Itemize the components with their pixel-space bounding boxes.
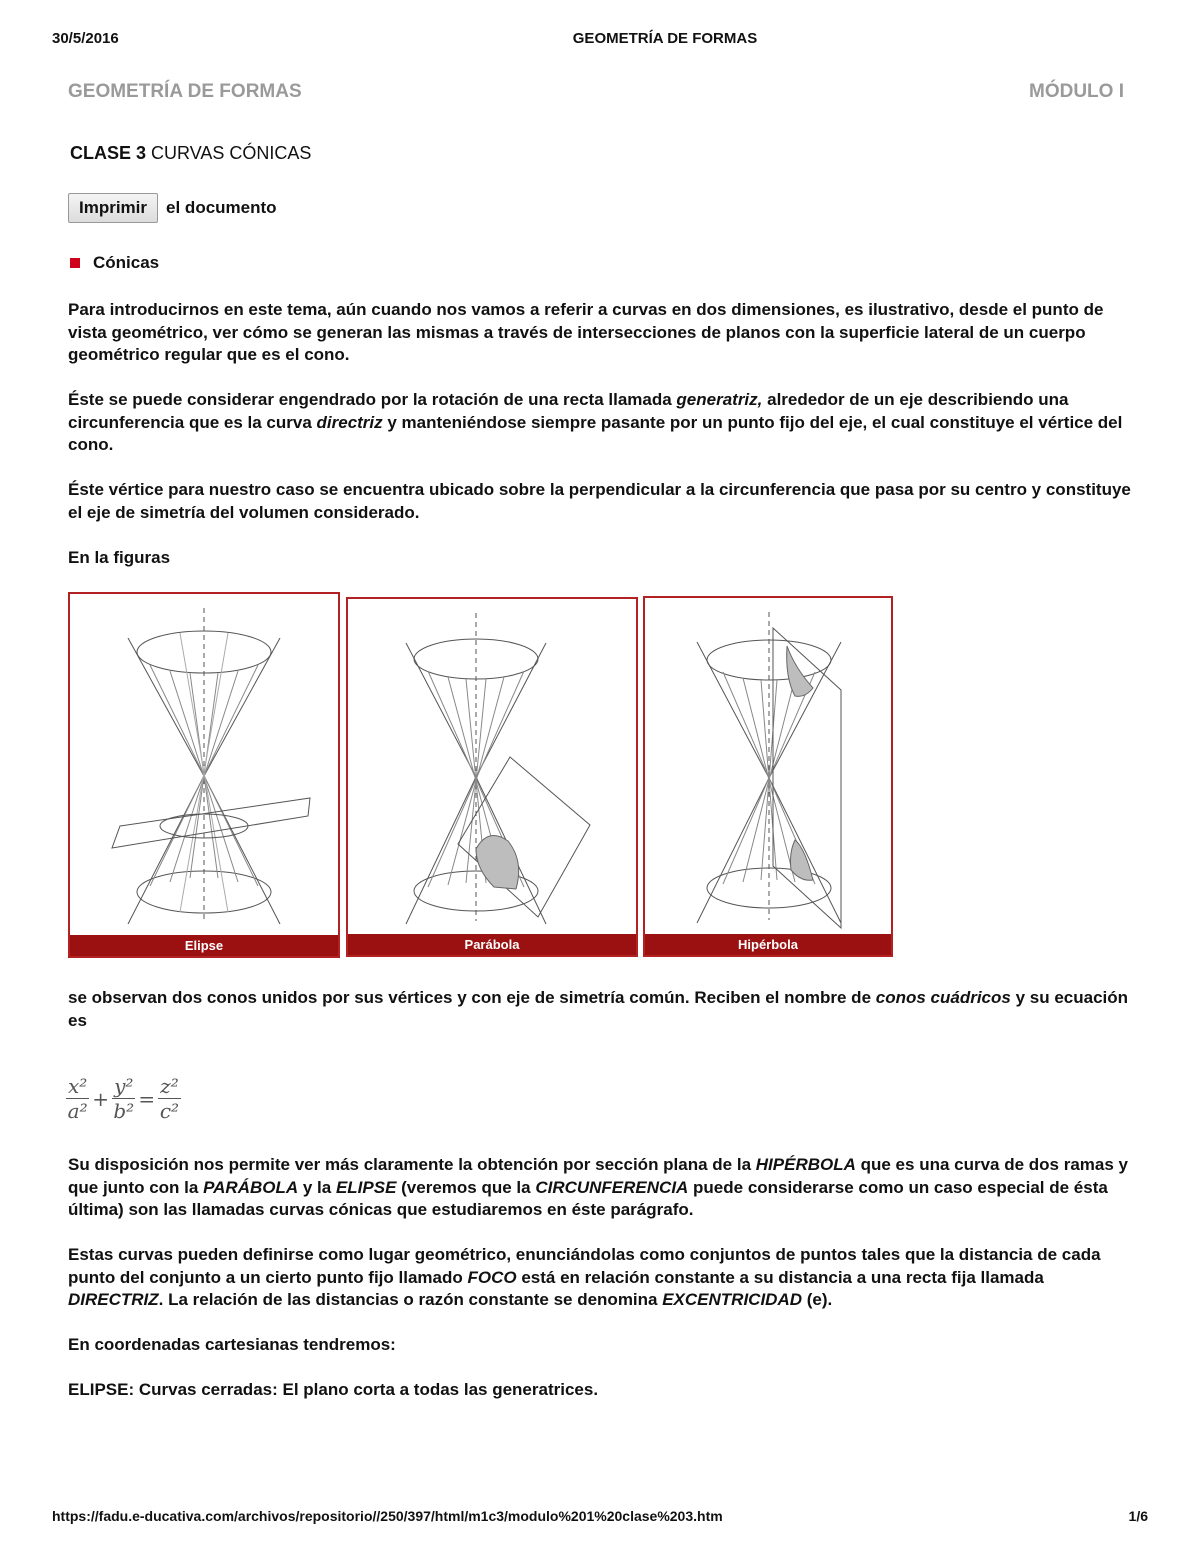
denominator: a² [67,1099,88,1123]
paragraph-intro: Para introducirnos en este tema, aún cuando nos vamos a referir a curvas en dos dimensiones, es ilustrativo, desde el punto de vista geométrico, ver cómo se generan las mismas a través de intersecciones de planos con la superficie lateral de un cuerpo geométrico regular que es el cono. [68,300,1104,364]
footer-page-number: 1/6 [1128,1508,1148,1524]
fraction-y [112,1074,135,1123]
text-span: Su disposición nos permite ver más claramente la obtención por sección plana de la [68,1155,756,1174]
fraction-z [158,1074,181,1123]
text-span: que es una curva de dos ramas y que junto con la [68,1155,1129,1197]
term-circunferencia: CIRCUNFERENCIA [535,1177,689,1197]
text-span: y su ecuación es [68,988,1129,1030]
text-span: se observan dos conos unidos por sus vértices y con eje de simetría común. Reciben el nombre de [68,988,876,1007]
term-foco: FOCO [467,1267,517,1287]
numerator: y² [114,1074,134,1098]
square-bullet-icon [70,258,80,268]
equals-sign: = [138,1086,156,1111]
print-title: GEOMETRÍA DE FORMAS [572,30,758,47]
print-row [68,193,277,223]
fraction-x [66,1074,89,1123]
paragraph-ellipse-def: ELIPSE: Curvas cerradas: El plano corta a todas las generatrices. [68,1380,599,1399]
page-header-title: GEOMETRÍA DE FORMAS [68,81,302,102]
text-span: Éste se puede considerar engendrado por la rotación de una recta llamada [68,390,677,409]
figure-caption: Hipérbola [645,934,891,955]
term-elipse: ELIPSE [335,1177,397,1197]
paragraph-locus [68,1244,1133,1312]
print-date: 30/5/2016 [52,30,119,47]
figure-hyperbola [643,596,893,957]
term-hiperbola: HIPÉRBOLA [755,1155,856,1174]
quadric-equation [66,1074,181,1123]
class-title-text: CURVAS CÓNICAS [146,143,312,163]
numerator: z² [160,1074,179,1098]
paragraph-hyperbola [68,1154,1133,1222]
cone-hyperbola-diagram [645,598,891,934]
text-span: . La relación de las distancias o razón constante se denomina [158,1290,663,1309]
paragraph-quadric-cones [68,987,1133,1032]
cone-ellipse-diagram [70,594,338,934]
term-directriz: DIRECTRIZ [68,1290,159,1309]
text-span: puede considerarse como un caso especial de ésta última) son las llamadas curvas cónicas que estudiaremos en éste parágrafo. [68,1177,1108,1219]
term-excentricidad: EXCENTRICIDAD [662,1290,803,1309]
term-directriz: directriz [316,412,383,432]
figure-parabola [346,597,638,957]
paragraph-cartesian: En coordenadas cartesianas tendremos: [68,1335,396,1354]
paragraph-vertex: Éste vértice para nuestro caso se encuentra ubicado sobre la perpendicular a la circunferencia que pasa por su centro y constituye el eje de simetría del volumen considerado. [68,480,1131,522]
figure-caption: Elipse [70,935,338,956]
numerator: x² [68,1074,88,1098]
footer-url[interactable]: https://fadu.e-ducativa.com/archivos/repositorio//250/397/html/m1c3/modulo%201%20clase%203.htm [52,1508,723,1524]
figure-caption: Parábola [348,934,636,955]
plus-sign: + [92,1086,110,1111]
text-span: alrededor de un eje describiendo una circunferencia que es la curva [68,390,1069,432]
page-header-module: MÓDULO I [1029,81,1124,102]
denominator: c² [159,1099,180,1123]
text-span: (veremos que la [396,1177,536,1197]
figure-ellipse [68,592,340,958]
class-title-number: CLASE 3 [70,143,147,163]
print-button[interactable]: Imprimir [68,193,158,223]
class-title [70,143,311,164]
paragraph-generatrix [68,389,1133,457]
cone-parabola-diagram [348,599,636,934]
print-row-text: el documento [166,198,277,217]
denominator: b² [113,1099,135,1123]
paragraph-figures-intro: En la figuras [68,548,171,567]
section-heading [70,253,159,273]
text-span: y manteniéndose siempre pasante por un punto fijo del eje, el cual constituye el vértice del cono. [68,412,1123,454]
term-parabola: PARÁBOLA [203,1177,299,1197]
text-span: Estas curvas pueden definirse como lugar geométrico, enunciándolas como conjuntos de puntos tales que la distancia de cada punto del conjunto a un cierto punto fijo llamado [68,1245,1101,1287]
text-span: (e). [802,1290,833,1309]
term-generatriz: generatriz, [676,390,763,409]
term-conos-cuadricos: conos cuádricos [875,988,1011,1007]
text-span: está en relación constante a su distancia a una recta fija llamada [516,1267,1044,1287]
text-span: y la [298,1177,336,1197]
section-heading-text: Cónicas [93,253,160,272]
